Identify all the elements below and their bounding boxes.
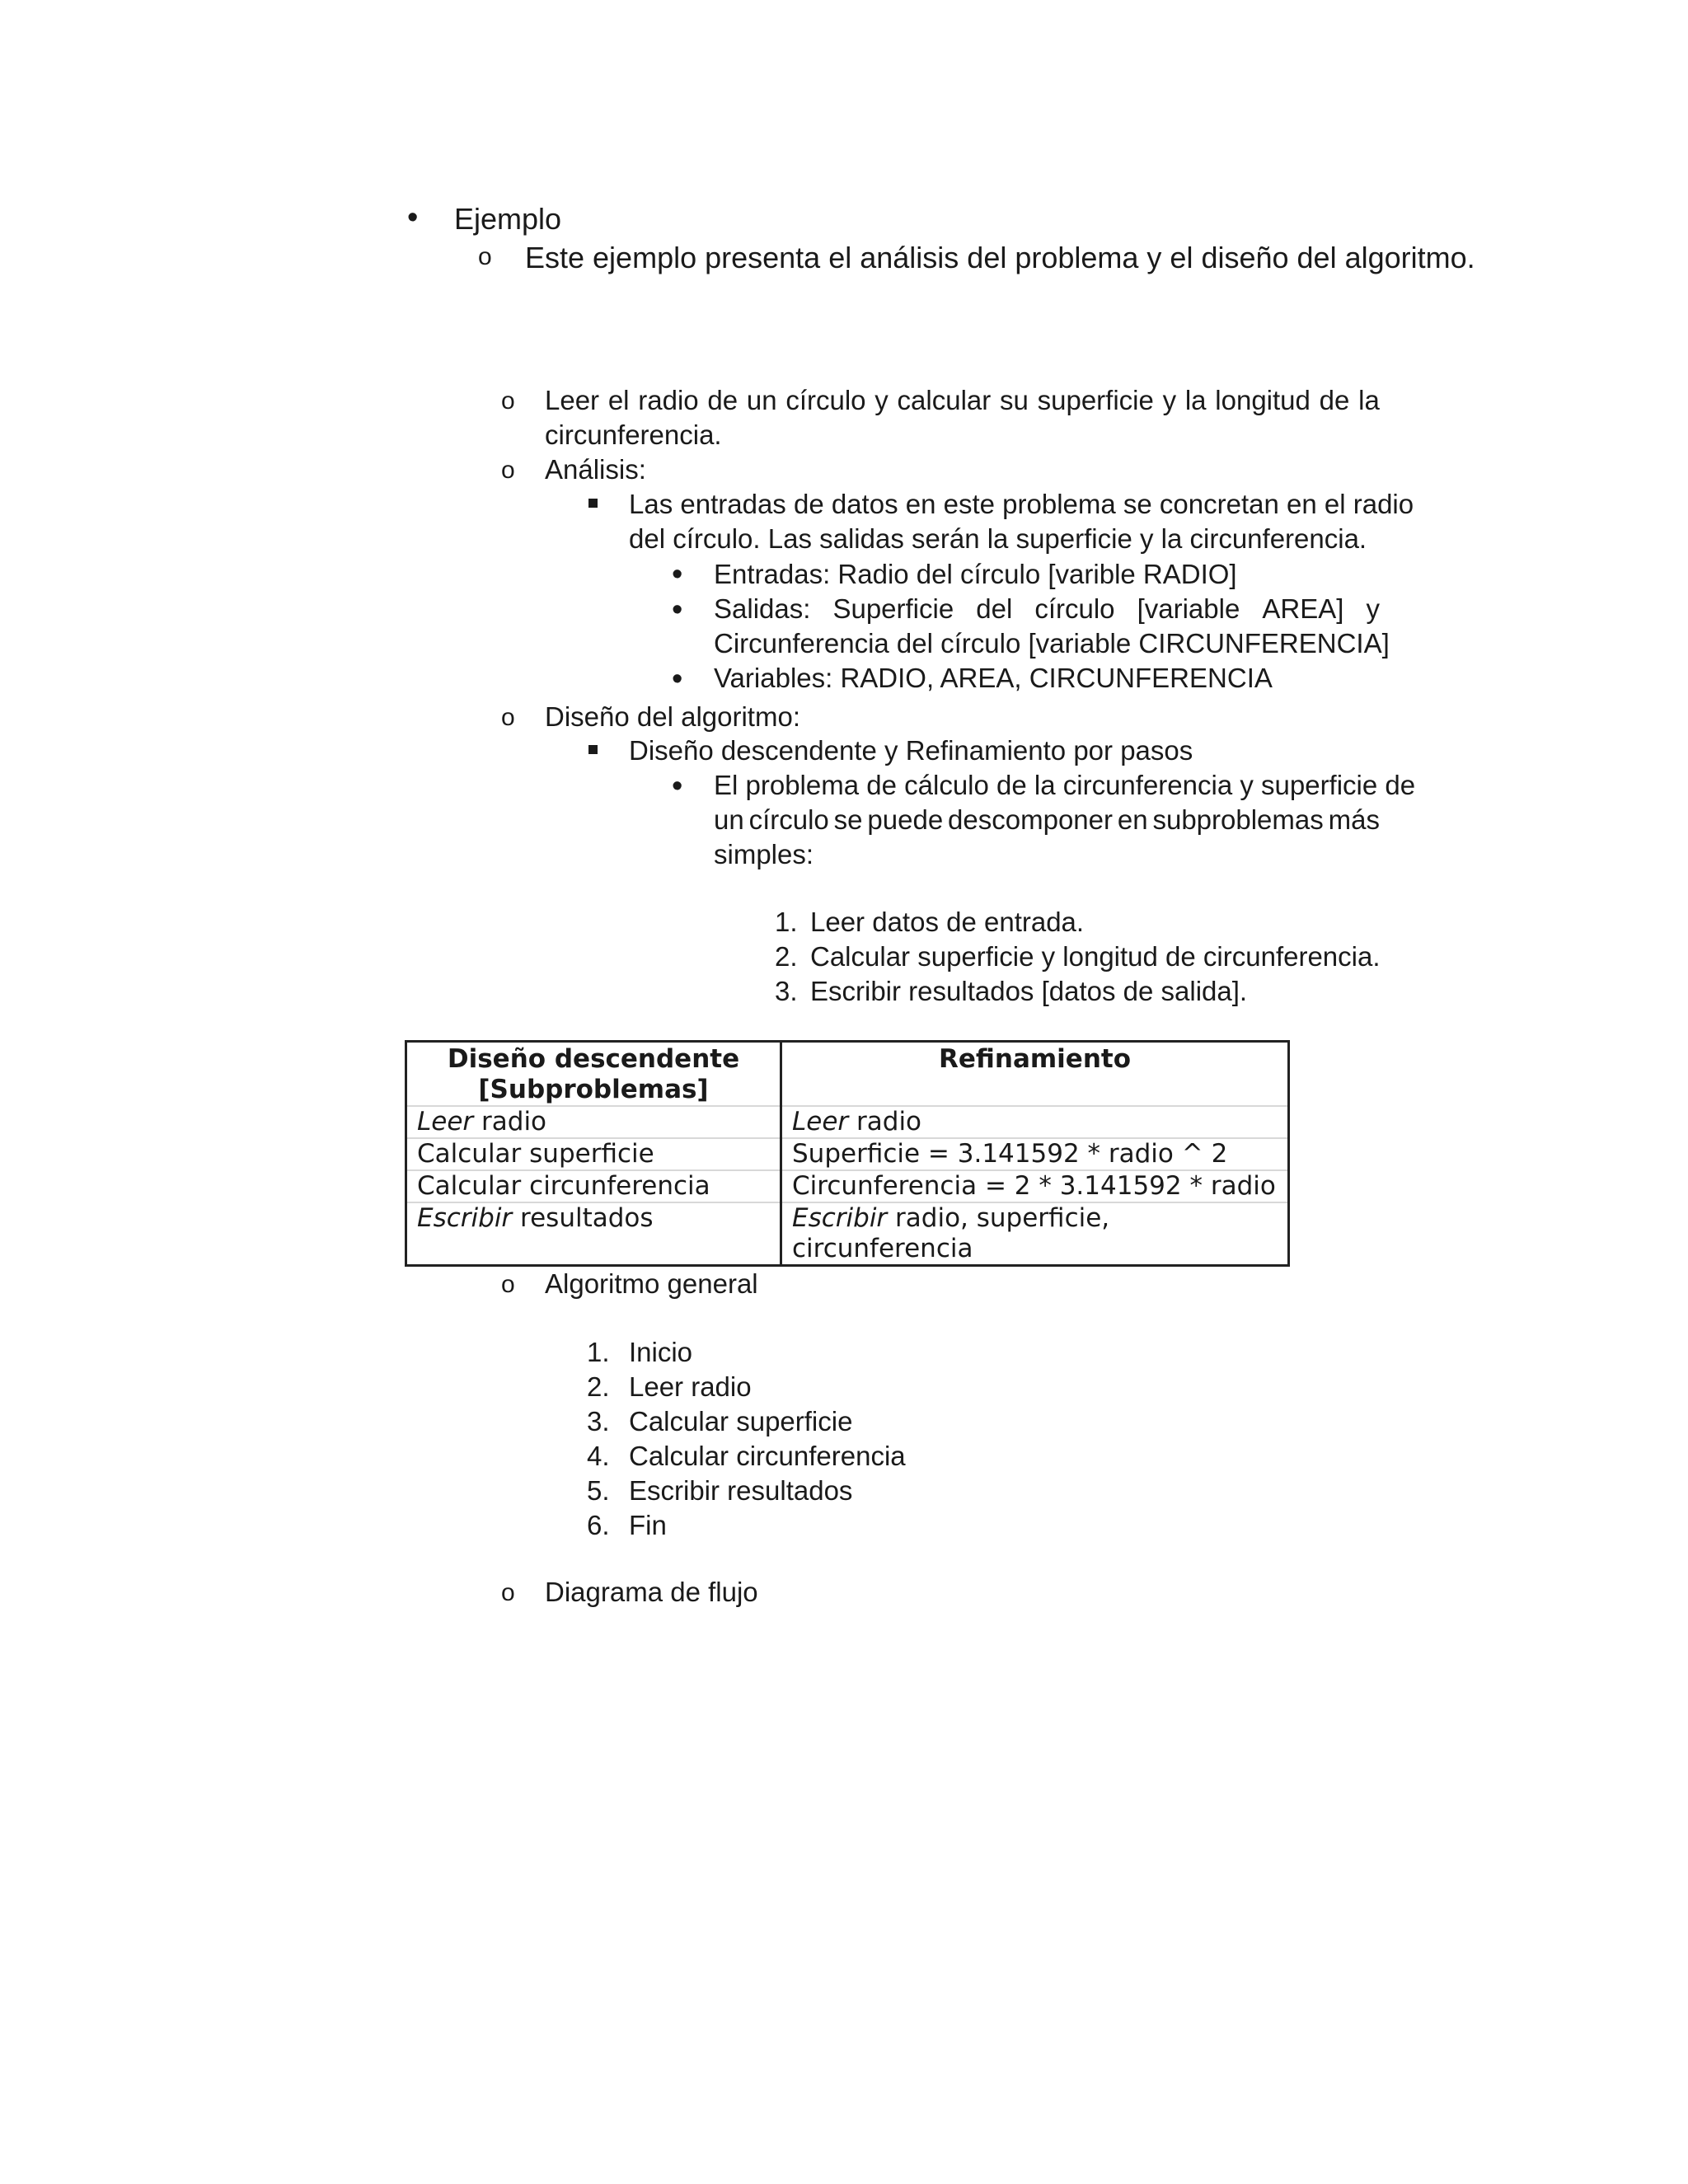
section-intro: Este ejemplo presenta el análisis del problema y el diseño del algoritmo. — [525, 241, 1475, 274]
design-desc-line1: El problema de cálculo de la circunferencia y superficie de — [714, 770, 1416, 800]
bullet-circle-icon: o — [501, 387, 515, 415]
table-cell: Escribir radio, superficie, circunferencia — [781, 1202, 1289, 1266]
list-item: 5. Escribir resultados — [587, 1475, 853, 1506]
table-cell: Leer radio — [406, 1106, 781, 1138]
bullet-square-icon — [588, 745, 598, 754]
word: Superficie — [832, 593, 954, 624]
table-header-cell: Diseño descendente [Subproblemas] — [406, 1042, 781, 1107]
list-item: 3. Calcular superficie — [587, 1406, 853, 1436]
table-cell: Escribir resultados — [406, 1202, 781, 1266]
list-item: 2. Leer radio — [587, 1371, 752, 1402]
analysis-desc-line2: del círculo. Las salidas serán la superficie y la circunferencia. — [629, 523, 1367, 554]
word: de — [707, 385, 738, 415]
word: descomponer — [948, 804, 1113, 835]
design-desc-line2 — [714, 803, 1380, 837]
word: [variable — [1137, 593, 1240, 624]
table-cell: Calcular circunferencia — [406, 1170, 781, 1202]
word: más — [1328, 804, 1380, 835]
table-header-cell: Refinamiento — [781, 1042, 1289, 1107]
table-cell: Leer radio — [781, 1106, 1289, 1138]
table-cell: Superficie = 3.141592 * radio ^ 2 — [781, 1138, 1289, 1170]
word: el — [607, 385, 630, 415]
table-row — [406, 1106, 1289, 1138]
bullet-square-icon — [588, 499, 598, 508]
word: y — [1366, 593, 1380, 624]
word: se — [833, 804, 863, 835]
table-cell: Calcular superficie — [406, 1138, 781, 1170]
bullet-disc-icon: • — [407, 200, 419, 235]
problem-statement-line2: circunferencia. — [545, 419, 722, 450]
word: y — [1162, 385, 1177, 415]
analysis-variables: Variables: RADIO, AREA, CIRCUNFERENCIA — [714, 663, 1273, 693]
section-title: Ejemplo — [454, 202, 562, 236]
word: del — [976, 593, 1013, 624]
word: un — [714, 804, 744, 835]
table-row — [406, 1202, 1289, 1266]
word: radio — [638, 385, 699, 415]
word: longitud — [1215, 385, 1311, 415]
list-item: 1. Leer datos de entrada. — [775, 907, 1085, 937]
list-item: 2. Calcular superficie y longitud de circunferencia. — [775, 941, 1381, 972]
bullet-disc-icon: • — [672, 769, 683, 804]
algorithm-steps-list — [587, 1335, 906, 1543]
word: círculo — [785, 385, 866, 415]
design-method: Diseño descendente y Refinamiento por pasos — [629, 735, 1193, 766]
analysis-desc-line1: Las entradas de datos en este problema se concretan en el radio — [629, 489, 1414, 519]
word: superficie — [1037, 385, 1154, 415]
word: en — [1117, 804, 1148, 835]
table-header-row — [406, 1042, 1289, 1107]
analysis-label: Análisis: — [545, 454, 646, 485]
design-refinement-table — [405, 1040, 1290, 1267]
list-item: 3. Escribir resultados [datos de salida]. — [775, 976, 1248, 1006]
list-item: 6. Fin — [587, 1510, 667, 1540]
table-cell: Circunferencia = 2 * 3.141592 * radio — [781, 1170, 1289, 1202]
table-row — [406, 1170, 1289, 1202]
word: su — [1000, 385, 1029, 415]
word: y — [874, 385, 889, 415]
design-label: Diseño del algoritmo: — [545, 701, 800, 732]
bullet-disc-icon: • — [672, 593, 683, 627]
word: círculo — [1034, 593, 1115, 624]
bullet-circle-icon: o — [501, 704, 515, 731]
word: un — [746, 385, 777, 415]
word: AREA] — [1262, 593, 1344, 624]
analysis-inputs: Entradas: Radio del círculo [varible RADIO] — [714, 559, 1237, 589]
word: de — [1319, 385, 1350, 415]
list-item: 4. Calcular circunferencia — [587, 1441, 906, 1471]
bullet-disc-icon: • — [672, 662, 683, 696]
problem-statement-line1 — [545, 383, 1380, 418]
analysis-outputs-line1 — [714, 592, 1380, 626]
word: puede — [867, 804, 944, 835]
flowchart-label: Diagrama de flujo — [545, 1577, 758, 1607]
analysis-outputs-line2: Circunferencia del círculo [variable CIRCUNFERENCIA] — [714, 628, 1390, 658]
bullet-circle-icon: o — [501, 457, 515, 484]
algorithm-label: Algoritmo general — [545, 1268, 758, 1299]
word: Leer — [545, 385, 600, 415]
word: calcular — [897, 385, 992, 415]
list-item: 1. Inicio — [587, 1337, 693, 1367]
bullet-disc-icon: • — [672, 557, 683, 592]
word: la — [1358, 385, 1380, 415]
word: la — [1184, 385, 1207, 415]
bullet-circle-icon: o — [501, 1271, 515, 1298]
design-desc-line3: simples: — [714, 839, 814, 869]
table-row — [406, 1138, 1289, 1170]
word: círculo — [748, 804, 829, 835]
design-steps-list — [775, 905, 1381, 1009]
bullet-circle-icon: o — [501, 1579, 515, 1606]
word: Salidas: — [714, 593, 811, 624]
word: subproblemas — [1152, 804, 1324, 835]
bullet-circle-icon: o — [478, 243, 492, 270]
